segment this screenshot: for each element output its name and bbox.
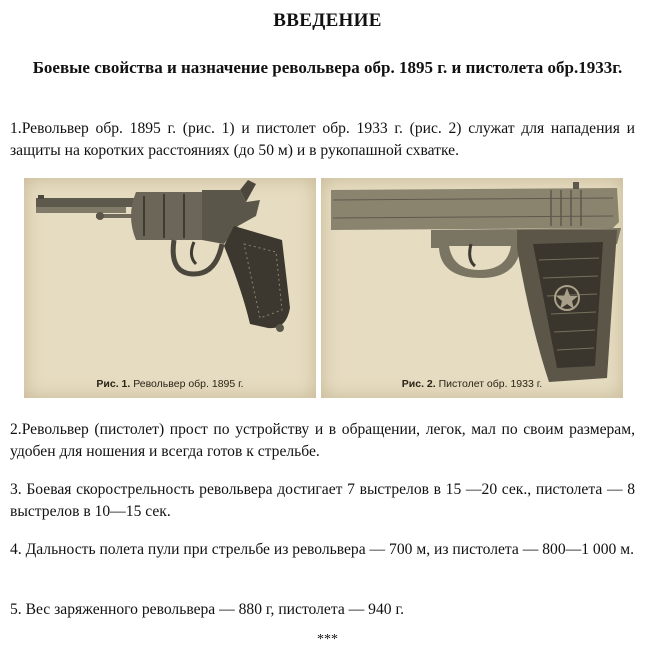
figure-1-caption bbox=[24, 378, 316, 390]
figure-pistol bbox=[321, 178, 623, 398]
paragraph-3: 3. Боевая скорострельность револьвера достигает 7 выстрелов в 15 —20 сек., пистолета — 8 выстрелов в 10—15 сек. bbox=[10, 481, 635, 520]
section-separator: *** bbox=[317, 632, 338, 647]
revolver-illustration bbox=[24, 178, 316, 398]
pistol-illustration bbox=[321, 178, 623, 398]
figure-revolver bbox=[24, 178, 316, 398]
figure-2-caption bbox=[321, 378, 623, 390]
figure-1-number: Рис. 1. bbox=[96, 378, 131, 390]
figure-1-text: Револьвер обр. 1895 г. bbox=[133, 378, 244, 390]
page-title: ВВЕДЕНИЕ bbox=[273, 10, 382, 31]
paragraph-1: 1.Револьвер обр. 1895 г. (рис. 1) и пистолет обр. 1933 г. (рис. 2) служат для нападения и защиты на коротких расстояниях (до 50 м) и в рукопашной схватке. bbox=[10, 120, 635, 159]
section-title: Боевые свойства и назначение револьвера обр. 1895 г. и пистолета обр.1933г. bbox=[32, 58, 623, 77]
paragraph-5: 5. Вес заряженного револьвера — 880 г, пистолета — 940 г. bbox=[10, 601, 404, 618]
figure-2-number: Рис. 2. bbox=[401, 378, 436, 390]
figure-2-text: Пистолет обр. 1933 г. bbox=[438, 378, 543, 390]
paragraph-4: 4. Дальность полета пули при стрельбе из револьвера — 700 м, из пистолета — 800—1 000 м. bbox=[10, 541, 634, 558]
paragraph-2: 2.Револьвер (пистолет) прост по устройству и в обращении, легок, мал по своим размерам, удобен для ношения и всегда готов к стрельбе. bbox=[10, 421, 635, 460]
